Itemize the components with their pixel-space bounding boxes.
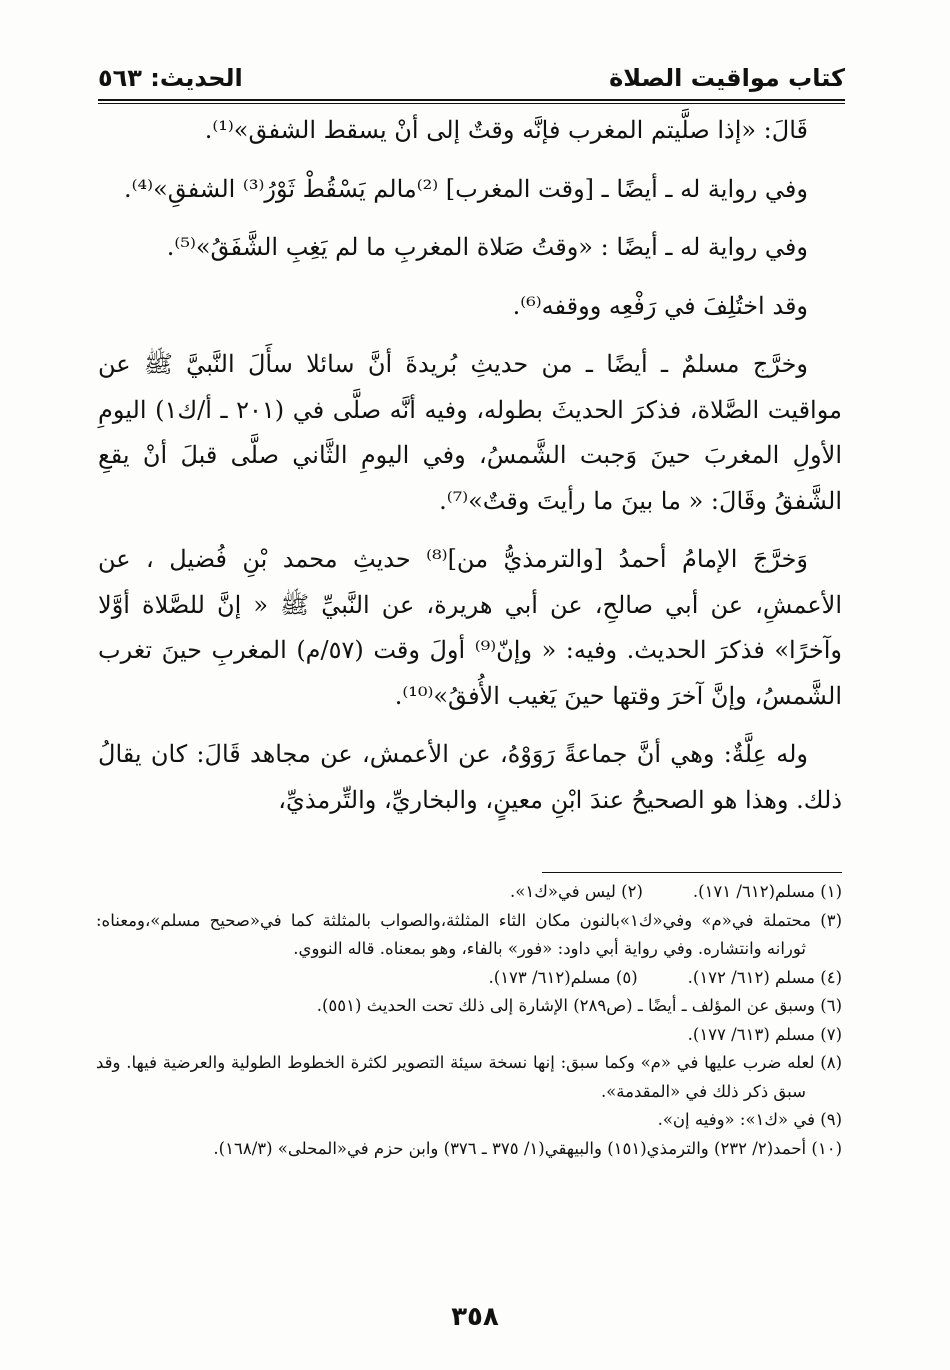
paragraph: وقد اختُلِفَ في رَفْعِه ووقفه⁽⁶⁾. xyxy=(512,291,808,320)
header-rule-thin xyxy=(98,103,845,104)
footnote-row xyxy=(96,964,842,993)
footnote: (٢) ليس في«ك١». xyxy=(510,882,643,901)
main-text xyxy=(98,108,842,836)
footnote: (١٠) أحمد(٢/ ٢٣٢) والترمذي(١٥١) والبيهقي(١/ ٣٧٥ ـ ٣٧٦) وابن حزم في«المحلى» (١٦٨/٣). xyxy=(213,1138,842,1158)
footnote: (٣) محتملة في«م» وفي«ك١»بالنون مكان الثاء المثلثة،والصواب بالمثلثة كما في«صحيح مسلم»،ومعناه: ثورانه وانتشاره. وفي رواية أبي داود: «فور» بالفاء، وهو بمعناه. قاله النووي. xyxy=(96,910,842,958)
page-number: ٣٥٨ xyxy=(451,1302,499,1332)
paragraph: وفي رواية له ـ أيضًا : «وقتُ صَلاة المغربِ ما لم يَغِبِ الشَّفَقُ»⁽⁵⁾. xyxy=(166,233,808,261)
paragraph: وفي رواية له ـ أيضًا ـ [وقت المغرب] ⁽²⁾مالم يَسْقُطْ ثَوْرُ⁽³⁾ الشفقِ»⁽⁴⁾. xyxy=(124,174,808,203)
footnote: (٦) وسبق عن المؤلف ـ أيضًا ـ (ص٢٨٩) الإشارة إلى ذلك تحت الحديث (٥٥١). xyxy=(316,996,842,1015)
footnotes xyxy=(96,878,842,1163)
header-rule xyxy=(98,99,845,101)
running-header xyxy=(98,58,845,98)
hadith-number: الحديث: ٥٦٣ xyxy=(98,64,243,92)
footnote: (٨) لعله ضرب عليها في «م» وكما سبق: إنها نسخة سيئة التصوير لكثرة الخطوط الطولية والعرضية فيها. وقد سبق ذكر ذلك في «المقدمة». xyxy=(96,1053,842,1101)
paragraph: وله عِلَّةٌ: وهي أنَّ جماعةً رَوَوْهُ، عن الأعمش، عن مجاهد قَالَ: كان يقالُ ذلك. وهذا هو الصحيحُ عندَ ابْنِ معينٍ، والبخاريِّ، والتِّرمذيِّ، xyxy=(98,740,842,814)
paragraph: وخرَّج مسلمٌ ـ أيضًا ـ من حديثِ بُريدةَ أنَّ سائلا سأَلَ النَّبيَّ ﷺ عن مواقيت الصَّلاة، فذكرَ الحديثَ بطوله، وفيه أنَّه صلَّى في (٢٠١ ـ أ/ك١) اليومِ الأولِ المغربَ حينَ وَجبت الشَّمسُ، وفي اليومِ الثَّاني صلَّى قبلَ أنْ يقعِ الشَّفقُ وقَالَ: « ما بينَ ما رأيتَ وقتٌ»⁽⁷⁾. xyxy=(98,350,842,515)
footnote: (١) مسلم(٦١٢/ ١٧١). xyxy=(692,882,842,901)
footnote-row xyxy=(96,878,842,907)
footnote: (٥) مسلم(٦١٢/ ١٧٣). xyxy=(488,967,638,987)
book-title: كتاب مواقيت الصلاة xyxy=(609,64,845,92)
paragraph: قَالَ: «إذا صلَّيتم المغرب فإنَّه وقتٌ إلى أنْ يسقط الشفق»⁽¹⁾. xyxy=(204,116,808,144)
footnote: (٧) مسلم (٦١٣/ ١٧٧). xyxy=(687,1024,842,1044)
footnote-separator xyxy=(542,872,842,873)
paragraph: وَخرَّجَ الإمامُ أحمدُ [والترمذيُّ من]⁽⁸⁾ حديثِ محمد بْنِ فُضيل ، عن الأعمشِ، عن أبي صالحِ، عن أبي هريرة، عن النَّبيِّ ﷺ « إنَّ للصَّلاة أوَّلا وآخرًا» فذكرَ الحديث. وفيه: « وإنّ⁽⁹⁾ أولَ وقت (٥٧/م) المغربِ حينَ تغرب الشَّمسُ، وإنَّ آخرَ وقتها حينَ يَغيب الأُفقُ»⁽¹⁰⁾. xyxy=(98,545,843,710)
footnote: (٤) مسلم (٦١٢/ ١٧٢). xyxy=(687,967,842,987)
footnote: (٩) في «ك١»: «وفيه إن». xyxy=(657,1110,842,1129)
